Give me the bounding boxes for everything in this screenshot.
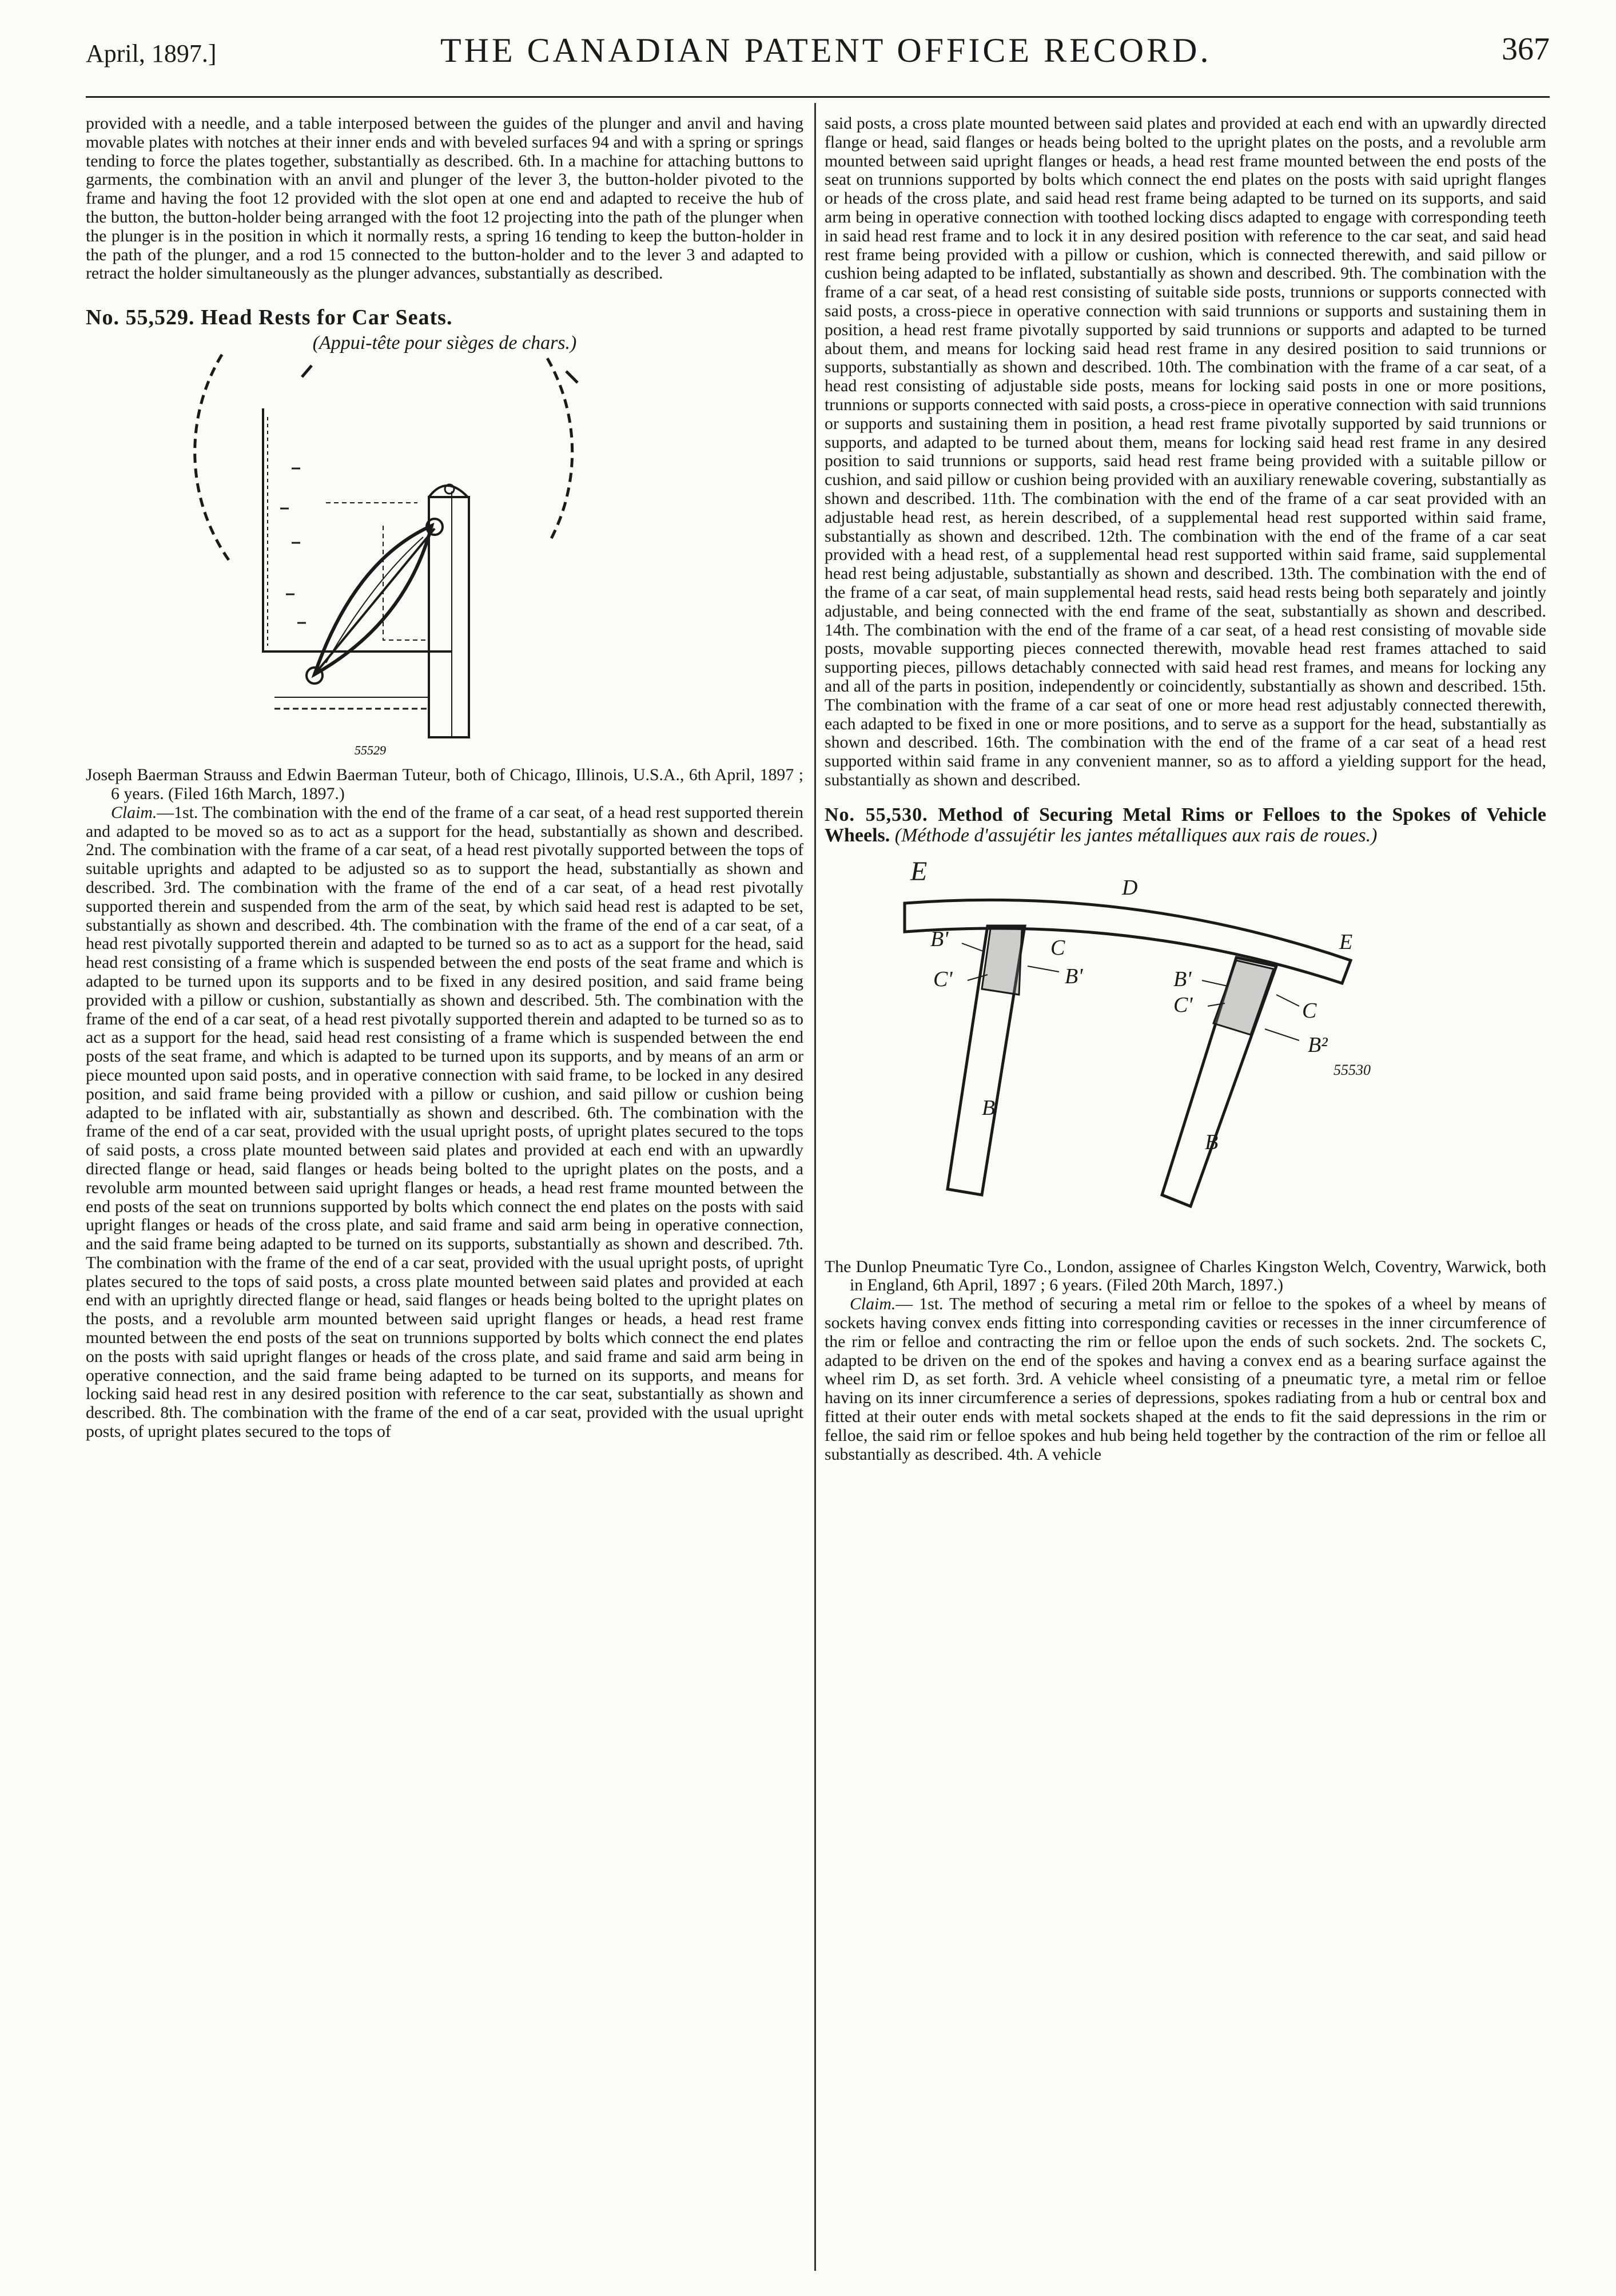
label-b-right: B — [1205, 1130, 1219, 1154]
inventors-55529: Joseph Baerman Strauss and Edwin Baerman Tuteur, both of Chicago, Illinois, U.S.A., 6th April, 1897 ; 6 years. (Filed 16th March, 1897.) — [86, 765, 803, 803]
figure-number-55529: 55529 — [355, 743, 386, 758]
upright-post — [429, 497, 469, 737]
label-b2: B² — [1308, 1032, 1328, 1057]
patent-number-55530: No. 55,530. — [825, 804, 928, 825]
page-number: 367 — [1502, 31, 1550, 67]
patent-french-title-55530: (Méthode d'assujétir les jantes métalliques aux rais de roues.) — [894, 824, 1378, 846]
figure-number-55530: 55530 — [1334, 1061, 1371, 1078]
assignee-55530: The Dunlop Pneumatic Tyre Co., London, assignee of Charles Kingston Welch, Coventry, Warwick, both in England, 6th April, 1897 ; 6 years. (Filed 20th March, 1897.) — [825, 1257, 1546, 1295]
claim-label-55529: Claim. — [111, 803, 157, 822]
continuation-text-right: said posts, a cross plate mounted between said plates and provided at each end with an upwardly directed flange or head, said flanges or heads being bolted to the upright plates on the posts, and a revoluble arm mounted between said upright flanges or heads, a head rest frame mounted between the end posts of the seat on trunnions supported by bolts which connect the end plates on the posts with said upright flanges or heads of the cross plate, and said head rest frame being adapted to be turned on its supports, and said arm being in operative connection with toothed locking discs adapted to engage with corresponding teeth in said head rest frame and to lock it in any desired position with reference to the car seat, and said head rest frame being provided with a pillow or cushion, which is connected therewith, and said pillow or cushion being adapted to be inflated, substantially as shown and described. 9th. The combination with the frame of a car seat, of a head rest consisting of suitable side posts, trunnions or supports connected with said posts, a cross-piece in operative connection with said trunnions or supports and sustaining them in position, a head rest frame pivotally supported by said trunnions or supports and adapted to be turned about them, and means for locking said head rest frame in any desired position to said trunnions or supports, substantially as shown and described. 10th. The combination with the frame of a car seat, of a head rest consisting of adjustable side posts, means for locking said posts in one or more positions, trunnions or supports connected with said posts, a cross-piece in operative connection with said trunnions or supports and sustaining them in position, a head rest frame pivotally supported by said trunnions or supports, and adapted to be turned about them, means for locking said head rest frame in any desired position to said trunnions or supports, said head rest frame being provided with a suitable pillow or cushion, and said pillow or cushion being provided with an auxiliary renewable covering, substantially as shown and described. 11th. The combination with the end of the frame of a car seat provided with an adjustable head rest, as herein described, of a supplemental head rest supported within said frame, substantially as shown and described. 12th. The combination with the end of the frame of a car seat provided with a head rest, of a supplemental head rest supported within said frame, said supplemental head rest being adjustable, substantially as shown and described. 13th. The combination with the end of the frame of a car seat, of main supplemental head rests, said head rests being both separately and jointly adjustable, and being connected with the end frame of the seat, substantially as shown and described. 14th. The combination with the end of the frame of a car seat, of a head rest consisting of movable side posts, movable supporting pieces connected therewith, movable head rest frames attached to said supporting pieces, pillows detachably connected with said head rest frames, and means for locking any and all of the parts in position, independently or coincidently, substantially as shown and described. 15th. The combination with the frame of a car seat of one or more head rest adjustably connected therewith, each adapted to be fixed in one or more positions, and to serve as a support for the head, substantially as shown and described. 16th. The combination with the end of the frame of a car seat of a head rest supported within said frame in any convenient manner, so as to afford a yielding support for the head, substantially as shown and described. — [825, 114, 1546, 789]
claim-55529 — [86, 804, 803, 1441]
patent-french-title-55529: (Appui-tête pour sièges de chars.) — [312, 332, 577, 354]
label-e-top: E — [910, 856, 928, 887]
claim-label-55530: Claim. — [850, 1294, 896, 1314]
label-b-left: B — [982, 1095, 996, 1120]
label-e-right: E — [1339, 929, 1353, 954]
wheel-rim-figure — [825, 846, 1546, 1258]
left-column — [86, 114, 803, 1441]
label-c-prime-right: C' — [1173, 992, 1193, 1017]
label-b-prime-right: B' — [1173, 967, 1192, 991]
label-d: D — [1122, 875, 1138, 900]
continuation-text-left: provided with a needle, and a table interposed between the guides of the plunger and anvil and having movable plates with notches at their inner ends and with beveled surfaces 94 and with a spring or springs tending to force the plates together, substantially as described. 6th. In a machine for attaching buttons to garments, the combination with an anvil and plunger of the lever 3, the button-holder pivoted to the frame and having the foot 12 provided with the slot open at one end and adapted to receive the hub of the button, the button-holder being arranged with the foot 12 projecting into the path of the plunger when the plunger is in the position in which it normally rests, a spring 16 tending to keep the button-holder in the path of the plunger, and a rod 15 connected to the button-holder and to the lever 3 and adapted to retract the holder simultaneously as the plunger advances, substantially as described. — [86, 114, 803, 283]
claim-55530 — [825, 1295, 1546, 1464]
header-rule — [86, 96, 1550, 98]
label-b-prime-left: B' — [930, 927, 949, 951]
metal-rim — [905, 900, 1351, 983]
issue-date: April, 1897.] — [86, 39, 217, 67]
claim-text-55530: — 1st. The method of securing a metal rim or felloe to the spokes of a wheel by means of sockets having convex ends fitting into corresponding cavities or recesses in the inner circumference of the rim or felloe and contracting the rim or felloe upon the ends of such sockets. 2nd. The sockets C, adapted to be driven on the end of the spokes and having a convex end as a bearing surface against the wheel rim D, as set forth. 3rd. A vehicle wheel consisting of a pneumatic tyre, a metal rim or felloe having on its inner circumference a series of depressions, spokes radiating from a hub or central box and fitted at their outer ends with metal sockets shaped at the ends to fit the said depressions in the rim or felloe, the said rim or felloe spokes and hub being held together by the contraction of the rim or felloe all substantially as described. 4th. A vehicle — [825, 1294, 1546, 1464]
claim-text-55529: —1st. The combination with the end of the frame of a car seat, of a head rest supported therein and adapted to be moved so as to act as a support for the head, substantially as shown and described. 2nd. The combination with the frame of a car seat, of a head rest pivotally supported between the tops of suitable uprights and adapted to be adjusted so as to support the head, substantially as shown and described. 3rd. The combination with the frame of the end of a car seat, of a head rest pivotally supported therein and suspended from the arm of the seat, by which said head rest is adapted to be set, substantially as shown and described. 4th. The combination with the frame of the end of a car seat, of a head rest pivotally supported therein and adapted to be turned so as to act as a support for the head, said head rest consisting of a frame which is suspended between the end posts of the seat frame and which is adapted to be turned upon its supports and to be fixed in any desired position, and said frame being provided with a pillow or cushion, substantially as shown and described. 5th. The combination with the frame of the end of a car seat, of a head rest pivotally supported therein and adapted to be turned so as to act as a support for the head, said head rest consisting of a frame which is suspended between the end posts of the seat frame, and which is adapted to be turned upon its supports, and by means of an arm or piece mounted upon said posts, and in operative connection with said frame, to be locked in any desired position, and said frame being provided with a pillow or cushion, and said pillow or cushion being adapted to be inflated with air, substantially as shown and described. 6th. The combination with the frame of the end of a car seat, provided with the usual upright posts, of upright plates secured to the tops of said posts, a cross plate mounted between said plates and provided at each end with an upwardly directed flange or head, said flanges or heads being bolted to the upright plates on the posts, and a revoluble arm mounted between said upright flanges or heads, a head rest frame mounted between the end posts of the seat on trunnions supported by bolts which connect the end plates on the posts with said upright flanges or heads of the cross plate, and said frame and said arm being in operative connection, and the said frame being adapted to be turned on its supports, substantially as shown and described. 7th. The combination with the frame of the end of a car seat, provided with the usual upright posts, of upright plates secured to the tops of said posts, a cross plate mounted between said plates and provided at each end with an uprightly directed flange or head, said flanges or heads being bolted to the upright plates on the posts, and a revoluble arm mounted between said upright flanges or heads, a head rest frame mounted between the end posts of the seat on trunnions supported by bolts which connect the end plates on the posts with said upright flanges or heads of the cross plate, and said frame and said arm being in operative connection, and the said frame being adapted to be turned on its supports, and means for locking said head rest in any desired position with reference to the car seat, substantially as shown and described. 8th. The combination with the frame of the end of a car seat, provided with the usual upright posts, of upright plates secured to the tops of — [86, 803, 803, 1441]
label-c-right: C — [1302, 998, 1317, 1023]
patent-heading-55530 — [825, 805, 1546, 846]
patent-title-55530: Method of Securing Metal Rims or Felloes to the Spokes of Vehicle Wheels. — [825, 804, 1546, 846]
right-column — [825, 114, 1546, 1464]
column-rule — [814, 103, 816, 2271]
head-rest-figure — [86, 354, 803, 766]
publication-title: THE CANADIAN PATENT OFFICE RECORD. — [440, 31, 1212, 69]
label-c-prime-left: C' — [933, 967, 953, 991]
page-header — [86, 23, 1550, 80]
label-c-left: C — [1050, 935, 1065, 960]
patent-heading-55529: No. 55,529. Head Rests for Car Seats. — [86, 305, 453, 330]
label-b-prime-mid: B' — [1065, 964, 1083, 988]
